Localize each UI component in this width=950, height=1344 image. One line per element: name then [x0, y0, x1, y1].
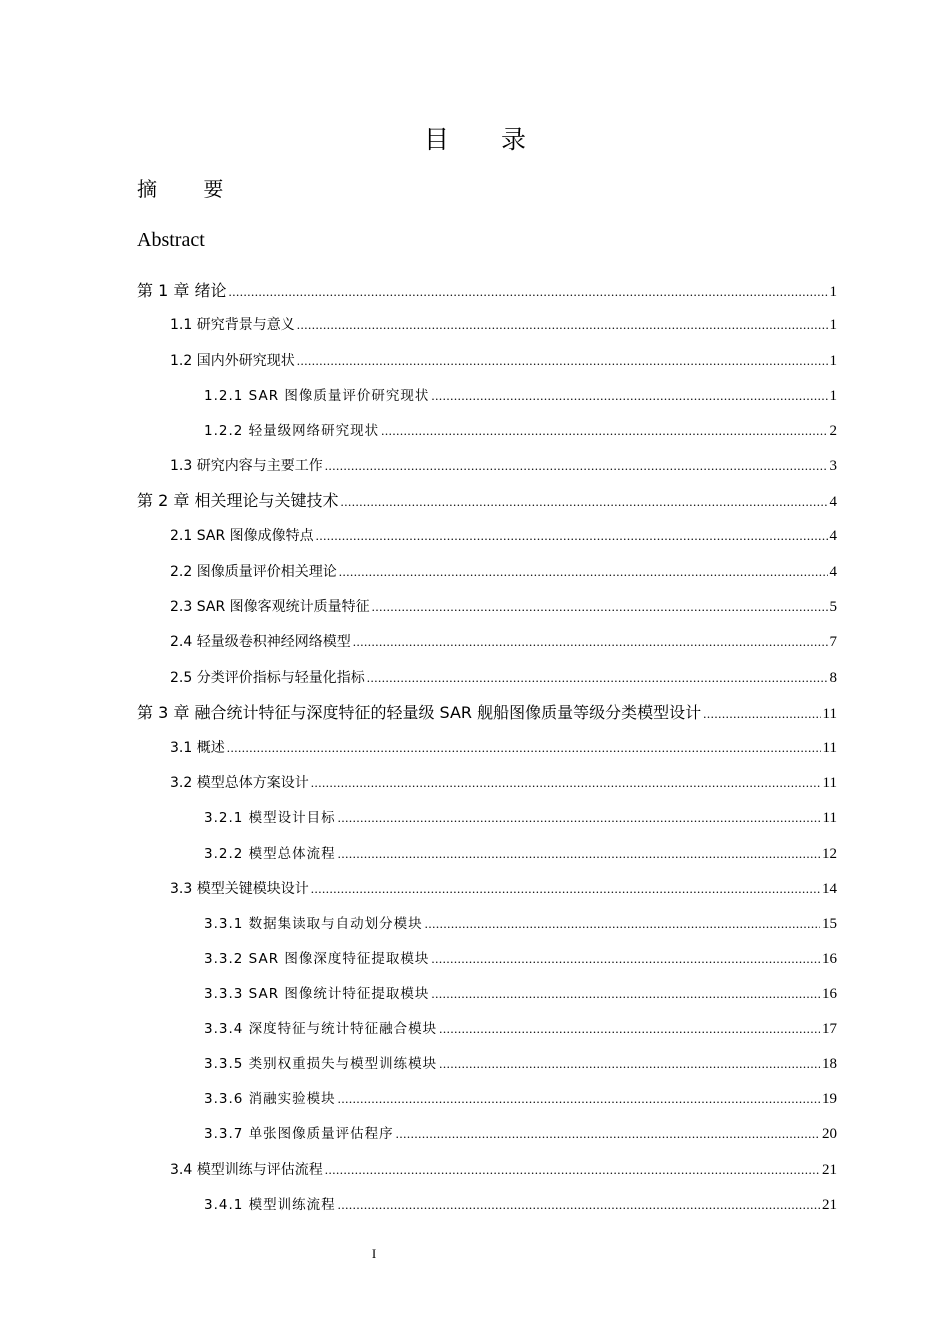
toc-leader-dots	[338, 1087, 820, 1111]
toc-entry[interactable]	[170, 313, 837, 337]
toc-entry[interactable]	[204, 419, 837, 443]
toc-entry[interactable]	[204, 384, 837, 408]
toc-entry[interactable]	[170, 349, 837, 373]
toc-entry-page: 19	[822, 1091, 837, 1107]
toc-leader-dots	[381, 419, 827, 443]
toc-leader-dots	[311, 877, 820, 901]
toc-entry-page: 7	[829, 634, 837, 650]
toc-leader-dots	[338, 1193, 820, 1217]
toc-entry-page: 20	[822, 1126, 837, 1142]
toc-entry-label: 3.3.4 深度特征与统计特征融合模块	[204, 1021, 438, 1037]
page-number: I	[371, 1246, 377, 1261]
toc-entry[interactable]	[204, 947, 837, 971]
toc-entry-label: 3.2.1 模型设计目标	[204, 810, 336, 826]
toc-entry-page: 1	[829, 388, 837, 404]
toc-entry-page: 1	[829, 317, 837, 333]
toc-leader-dots	[338, 842, 820, 866]
toc-zhaiyao[interactable]: 摘 要	[137, 177, 244, 201]
toc-entry-page: 18	[822, 1056, 837, 1072]
toc-leader-dots	[439, 1052, 820, 1076]
toc-abstract[interactable]: Abstract	[137, 229, 205, 251]
toc-entry[interactable]	[204, 1122, 837, 1146]
toc-leader-dots	[339, 560, 828, 584]
toc-entry-page: 17	[822, 1021, 837, 1037]
toc-entry-page: 5	[829, 599, 837, 615]
toc-entry-page: 4	[829, 528, 837, 544]
toc-entry[interactable]	[204, 912, 837, 936]
toc-entry[interactable]	[170, 560, 837, 584]
toc-leader-dots	[431, 384, 827, 408]
toc-entry-label: 1.3 研究内容与主要工作	[170, 458, 323, 474]
toc-leader-dots	[372, 595, 828, 619]
toc-entry-page: 11	[822, 810, 837, 826]
toc-leader-dots	[431, 982, 820, 1006]
toc-entry-label: 3.4.1 模型训练流程	[204, 1197, 336, 1213]
toc-entry-page: 4	[829, 564, 837, 580]
toc-entry-label: 3.3.6 消融实验模块	[204, 1091, 336, 1107]
toc-entry-label: 2.5 分类评价指标与轻量化指标	[170, 670, 365, 686]
toc-entry[interactable]	[170, 454, 837, 478]
toc-entry-label: 1.2 国内外研究现状	[170, 353, 295, 369]
toc-leader-dots	[228, 280, 827, 304]
toc-entry[interactable]	[137, 701, 837, 725]
toc-entry-label: 3.3.3 SAR 图像统计特征提取模块	[204, 986, 430, 1002]
toc-entry[interactable]	[204, 982, 837, 1006]
toc-entry[interactable]	[170, 736, 837, 760]
page-title: 目 录	[424, 125, 548, 154]
toc-leader-dots	[439, 1017, 820, 1041]
toc-entry-page: 11	[822, 775, 837, 791]
toc-entry-page: 2	[829, 423, 837, 439]
toc-entry-label: 2.4 轻量级卷积神经网络模型	[170, 634, 351, 650]
toc-entry[interactable]	[204, 1017, 837, 1041]
toc-entry[interactable]	[137, 279, 837, 303]
toc-entry-label: 3.3.5 类别权重损失与模型训练模块	[204, 1056, 438, 1072]
toc-entry-page: 14	[822, 881, 837, 897]
toc-leader-dots	[396, 1122, 820, 1146]
toc-entry-label: 2.3 SAR 图像客观统计质量特征	[170, 599, 370, 615]
toc-entry[interactable]	[204, 1052, 837, 1076]
toc-leader-dots	[425, 912, 820, 936]
toc-entry-label: 3.2 模型总体方案设计	[170, 775, 309, 791]
toc-entry[interactable]	[170, 630, 837, 654]
toc-entry-page: 1	[829, 353, 837, 369]
toc-entry[interactable]	[204, 1087, 837, 1111]
toc-entry-page: 1	[829, 284, 837, 300]
toc-entry[interactable]	[170, 666, 837, 690]
toc-leader-dots	[325, 454, 828, 478]
toc-entry-page: 12	[822, 846, 837, 862]
toc-leader-dots	[338, 806, 821, 830]
toc-leader-dots	[311, 771, 821, 795]
toc-entry[interactable]	[204, 806, 837, 830]
toc-entry-label: 第 2 章 相关理论与关键技术	[137, 491, 339, 510]
toc-leader-dots	[353, 630, 828, 654]
toc-entry-label: 2.1 SAR 图像成像特点	[170, 528, 314, 544]
toc-entry-page: 16	[822, 951, 837, 967]
toc-leader-dots	[431, 947, 820, 971]
toc-entry-label: 3.1 概述	[170, 740, 225, 756]
toc-entry-label: 3.3 模型关键模块设计	[170, 881, 309, 897]
toc-entry-page: 4	[829, 494, 837, 510]
toc-entry[interactable]	[204, 842, 837, 866]
toc-entry-label: 1.1 研究背景与意义	[170, 317, 295, 333]
toc-entry-page: 21	[822, 1162, 837, 1178]
toc-leader-dots	[316, 524, 828, 548]
toc-entry-label: 3.4 模型训练与评估流程	[170, 1162, 323, 1178]
toc-entry-label: 3.3.7 单张图像质量评估程序	[204, 1126, 394, 1142]
toc-entry-label: 3.2.2 模型总体流程	[204, 846, 336, 862]
toc-entry[interactable]	[204, 1193, 837, 1217]
toc-entry[interactable]	[170, 1158, 837, 1182]
toc-entry-label: 1.2.1 SAR 图像质量评价研究现状	[204, 388, 430, 404]
toc-entry-label: 3.3.1 数据集读取与自动划分模块	[204, 916, 423, 932]
toc-entry-label: 第 3 章 融合统计特征与深度特征的轻量级 SAR 舰船图像质量等级分类模型设计	[137, 703, 702, 722]
toc-entry-page: 8	[829, 670, 837, 686]
toc-entry-page: 3	[829, 458, 837, 474]
toc-entry-page: 11	[822, 740, 837, 756]
toc-entry-page: 15	[822, 916, 837, 932]
toc-entry-page: 11	[822, 706, 837, 722]
toc-leader-dots	[325, 1158, 820, 1182]
toc-leader-dots	[340, 490, 827, 514]
toc-entry[interactable]	[170, 524, 837, 548]
toc-entry[interactable]	[137, 489, 837, 513]
toc-entry-label: 1.2.2 轻量级网络研究现状	[204, 423, 380, 439]
toc-entry[interactable]	[170, 595, 837, 619]
toc-leader-dots	[297, 349, 828, 373]
toc-leader-dots	[227, 736, 821, 760]
toc-entry[interactable]	[170, 877, 837, 901]
toc-entry-page: 21	[822, 1197, 837, 1213]
toc-entry-label: 3.3.2 SAR 图像深度特征提取模块	[204, 951, 430, 967]
toc-leader-dots	[367, 666, 828, 690]
toc-leader-dots	[703, 702, 820, 726]
toc-entry-label: 第 1 章 绪论	[137, 281, 227, 300]
toc-entry[interactable]	[170, 771, 837, 795]
toc-leader-dots	[297, 313, 828, 337]
toc-entry-label: 2.2 图像质量评价相关理论	[170, 564, 337, 580]
toc-entry-page: 16	[822, 986, 837, 1002]
